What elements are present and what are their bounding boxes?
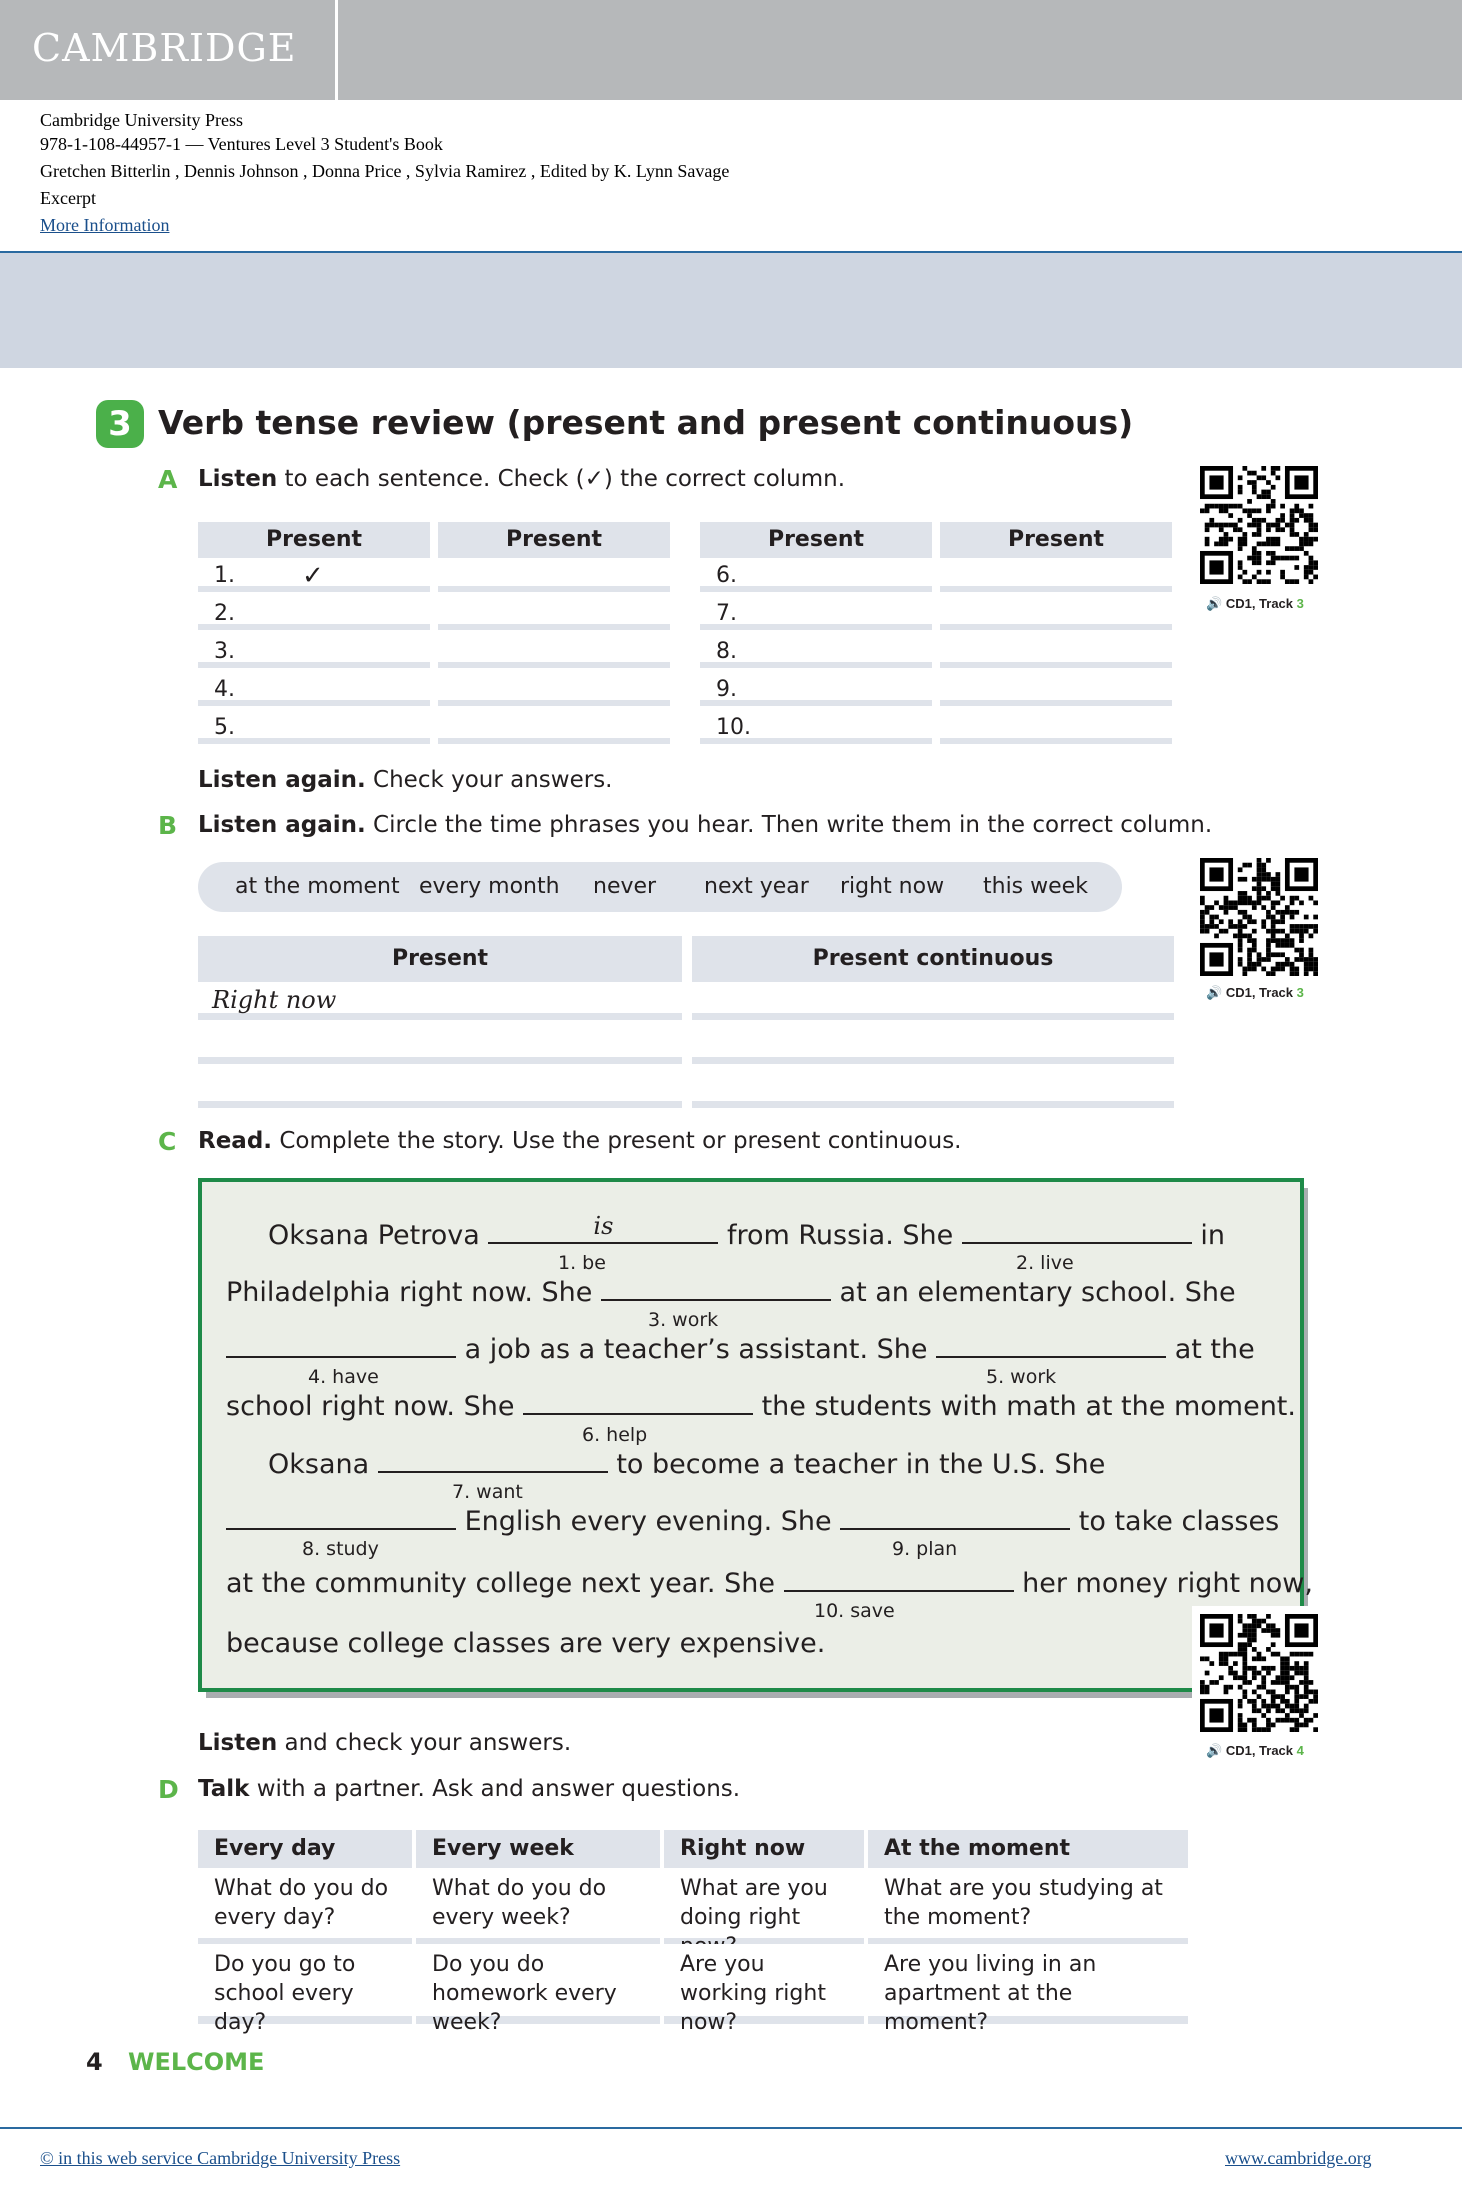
- answer-blank-3[interactable]: [601, 1275, 831, 1301]
- part-c-letter: C: [158, 1127, 177, 1156]
- table-d-header-every-day: Every day: [198, 1830, 412, 1868]
- table-d-cell: Are you living in an apartment at the moment?: [868, 1944, 1188, 2024]
- brand-divider: [335, 0, 338, 100]
- table-a-continuous-cell[interactable]: [940, 674, 1172, 706]
- audio-track-label: 🔊 CD1, Track 3: [1206, 985, 1304, 1000]
- table-d-header-every-week: Every week: [416, 1830, 660, 1868]
- cambridge-logo: CAMBRIDGE: [32, 26, 297, 70]
- part-b-letter: B: [158, 811, 178, 840]
- row-number: 5.: [214, 715, 235, 740]
- speaker-icon: 🔊: [1206, 596, 1223, 611]
- story-line: because college classes are very expensive.: [226, 1628, 826, 1659]
- more-information-link[interactable]: [40, 215, 169, 236]
- table-a-present-cell[interactable]: [198, 598, 430, 630]
- answer-blank-6[interactable]: [523, 1389, 753, 1415]
- publisher: Cambridge University Press: [40, 110, 243, 130]
- table-a-continuous-cell[interactable]: [438, 560, 670, 592]
- hint-9: 9. plan: [892, 1538, 958, 1560]
- row-number: 2.: [214, 601, 235, 626]
- table-a-right-continuous-header: Present: [940, 522, 1172, 558]
- answer-blank-5[interactable]: [936, 1332, 1166, 1358]
- hint-3: 3. work: [648, 1309, 719, 1331]
- table-a-continuous-cell[interactable]: [940, 636, 1172, 668]
- answer-blank-8[interactable]: [226, 1504, 456, 1530]
- part-a-letter: A: [158, 465, 178, 494]
- table-d-cell: Do you do homework every week?: [416, 1944, 660, 2024]
- handwritten-example: Right now: [212, 986, 337, 1014]
- story-line: Oksana to become a teacher in the U.S. She: [268, 1449, 1106, 1480]
- table-d-cell: Are you working right now?: [664, 1944, 864, 2024]
- story-line: a job as a teacher’s assistant. She at the: [226, 1332, 1255, 1365]
- answer-blank-7[interactable]: [378, 1447, 608, 1473]
- page-number: 4: [86, 2048, 103, 2076]
- table-b-continuous-cell[interactable]: [692, 1028, 1174, 1064]
- part-c-instruction: Read. Complete the story. Use the present or present continuous.: [198, 1128, 962, 1154]
- table-a-continuous-cell[interactable]: [940, 560, 1172, 592]
- hint-7: 7. want: [452, 1481, 523, 1503]
- cambridge-website-link[interactable]: www.cambridge.org: [1225, 2148, 1372, 2168]
- qr-code-icon[interactable]: [1200, 1614, 1318, 1732]
- part-a-listen-again: Listen again. Check your answers.: [198, 767, 613, 793]
- table-a-left-continuous-header: Present: [438, 522, 670, 558]
- answer-blank-9[interactable]: [840, 1504, 1070, 1530]
- table-b-present-cell[interactable]: [198, 1072, 682, 1108]
- answer-blank-1[interactable]: [488, 1212, 718, 1244]
- table-a-present-cell[interactable]: [198, 560, 430, 592]
- table-a-left-present-header: Present: [198, 522, 430, 558]
- table-b-present-header: Present: [198, 936, 682, 982]
- row-number: 1.: [214, 563, 235, 588]
- table-b-present-cell[interactable]: [198, 1028, 682, 1064]
- story-box: [198, 1178, 1304, 1692]
- row-number: 7.: [716, 601, 737, 626]
- hint-4: 4. have: [308, 1366, 379, 1388]
- table-b-continuous-cell[interactable]: [692, 984, 1174, 1020]
- table-d-cell: What are you studying at the moment?: [868, 1868, 1188, 1946]
- part-c-listen: Listen and check your answers.: [198, 1730, 572, 1756]
- speaker-icon: 🔊: [1206, 1743, 1223, 1758]
- more-information-text[interactable]: More Information: [40, 215, 170, 235]
- table-a-right-present-header: Present: [700, 522, 932, 558]
- table-a-present-cell[interactable]: [198, 636, 430, 668]
- audio-track-label: 🔊 CD1, Track 4: [1206, 1743, 1304, 1758]
- table-a-continuous-cell[interactable]: [940, 598, 1172, 630]
- phrase-every-month[interactable]: every month: [419, 874, 560, 899]
- isbn-title: 978-1-108-44957-1 — Ventures Level 3 Student's Book: [40, 134, 443, 154]
- table-b-present-cell[interactable]: [198, 984, 682, 1020]
- answer-blank-4[interactable]: [226, 1332, 456, 1358]
- qr-code-icon[interactable]: [1200, 858, 1318, 976]
- table-a-continuous-cell[interactable]: [438, 598, 670, 630]
- phrase-this-week[interactable]: this week: [983, 874, 1088, 899]
- answer-blank-10[interactable]: [784, 1566, 1014, 1592]
- row-number: 4.: [214, 677, 235, 702]
- time-phrase-bar: [198, 862, 1122, 912]
- phrase-at-the-moment[interactable]: at the moment: [235, 874, 400, 899]
- footer-rule: [0, 2127, 1462, 2129]
- hint-5: 5. work: [986, 1366, 1057, 1388]
- table-d-cell: What are you doing right: [664, 1868, 864, 1946]
- excerpt-label: Excerpt: [40, 188, 96, 208]
- page-section-label: WELCOME: [128, 2048, 265, 2076]
- part-b-instruction: Listen again. Circle the time phrases you hear. Then write them in the correct column.: [198, 812, 1213, 838]
- row-number: 9.: [716, 677, 737, 702]
- table-d-header-right-now: Right now: [664, 1830, 864, 1868]
- row-number: 10.: [716, 715, 751, 740]
- table-d-cell: What do you do every day?: [198, 1868, 412, 1946]
- table-a-present-cell[interactable]: [700, 598, 932, 630]
- hint-6: 6. help: [582, 1424, 648, 1446]
- phrase-right-now[interactable]: right now: [840, 874, 945, 899]
- table-d-header-at-the-moment: At the moment: [868, 1830, 1188, 1868]
- table-a-continuous-cell[interactable]: [438, 674, 670, 706]
- copyright-link[interactable]: © in this web service Cambridge University Press: [40, 2148, 401, 2168]
- table-a-present-cell[interactable]: [700, 712, 932, 744]
- check-mark: ✓: [302, 561, 324, 591]
- table-a-present-cell[interactable]: [700, 674, 932, 706]
- table-d-cell: What do you do every week?: [416, 1868, 660, 1946]
- audio-track-label: 🔊 CD1, Track 3: [1206, 596, 1304, 611]
- row-number: 3.: [214, 639, 235, 664]
- table-a-continuous-cell[interactable]: [940, 712, 1172, 744]
- story-line: school right now. She the students with math at the moment.: [226, 1391, 1296, 1422]
- table-a-present-cell[interactable]: [198, 674, 430, 706]
- phrase-next-year[interactable]: next year: [704, 874, 809, 899]
- table-a-continuous-cell[interactable]: [438, 636, 670, 668]
- blue-band: [0, 253, 1462, 368]
- table-a-continuous-cell[interactable]: [438, 712, 670, 744]
- section-number-badge: 3: [96, 400, 144, 448]
- story-line: English every evening. She to take classes: [226, 1504, 1279, 1537]
- story-line: at the community college next year. She her money right now,: [226, 1568, 1313, 1599]
- hint-1: 1. be: [558, 1252, 606, 1274]
- table-b-continuous-header: Present continuous: [692, 936, 1174, 982]
- row-number: 6.: [716, 563, 737, 588]
- hint-8: 8. study: [302, 1538, 379, 1560]
- table-a-present-cell[interactable]: [198, 712, 430, 744]
- hint-10: 10. save: [814, 1600, 895, 1622]
- part-d-instruction: Talk with a partner. Ask and answer questions.: [198, 1776, 741, 1802]
- phrase-never[interactable]: never: [593, 874, 657, 899]
- authors: Gretchen Bitterlin , Dennis Johnson , Donna Price , Sylvia Ramirez , Edited by K. Lynn Savage: [40, 161, 730, 181]
- hint-2: 2. live: [1016, 1252, 1074, 1274]
- part-a-instruction: Listen to each sentence. Check (✓) the correct column.: [198, 466, 846, 492]
- table-d-cell: Do you go to school every day?: [198, 1944, 412, 2024]
- speaker-icon: 🔊: [1206, 985, 1223, 1000]
- row-number: 8.: [716, 639, 737, 664]
- table-b-continuous-cell[interactable]: [692, 1072, 1174, 1108]
- handwritten-answer: is: [593, 1212, 614, 1240]
- section-title: Verb tense review (present and present continuous): [158, 403, 1134, 442]
- story-line: Oksana Petrova is from Russia. She in: [268, 1212, 1226, 1251]
- answer-blank-2[interactable]: [962, 1218, 1192, 1244]
- table-a-present-cell[interactable]: [700, 636, 932, 668]
- table-a-present-cell[interactable]: [700, 560, 932, 592]
- qr-code-icon[interactable]: [1200, 466, 1318, 584]
- story-line: Philadelphia right now. She at an elementary school. She: [226, 1277, 1236, 1308]
- part-d-letter: D: [158, 1775, 179, 1804]
